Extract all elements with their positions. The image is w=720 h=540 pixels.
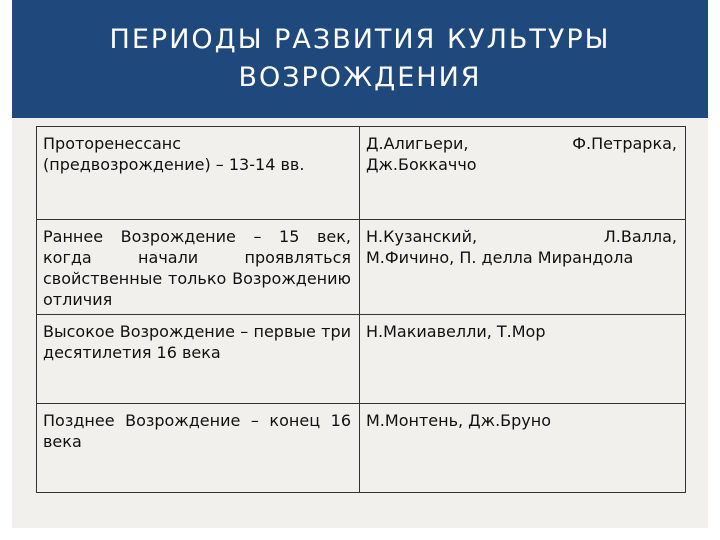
period-cell	[37, 127, 360, 220]
period-text: Проторенессанс	[43, 134, 182, 153]
figure-name: Л.Валла,	[603, 227, 677, 246]
slide-title-banner	[12, 0, 708, 118]
figure-name: М.Фичино, П. делла Мирандола	[366, 248, 634, 267]
table-row	[37, 220, 686, 315]
figure-name: Ф.Петрарка,	[572, 134, 677, 153]
period-text: (предвозрождение) – 13-14 вв.	[43, 155, 305, 174]
table-row	[37, 404, 686, 493]
figure-name: Д.Алигьери,	[366, 134, 469, 153]
period-cell	[37, 404, 360, 493]
slide-title-line-2: ВОЗРОЖДЕНИЯ	[238, 62, 482, 93]
figures-cell	[360, 315, 686, 404]
table-row	[37, 127, 686, 220]
period-text: Раннее Возрождение – 15 век, когда начали проявляться свойственные только Возрождению отличия	[43, 227, 351, 309]
figures-cell	[360, 220, 686, 315]
table-row	[37, 315, 686, 404]
figure-name: Н.Кузанский,	[366, 227, 478, 246]
figures-cell	[360, 404, 686, 493]
period-text: Высокое Возрождение – первые три десятилетия 16 века	[43, 322, 351, 362]
figures-line	[366, 226, 677, 247]
figures-text: Н.Макиавелли, Т.Мор	[366, 322, 546, 341]
figures-line	[366, 133, 677, 154]
period-text: Позднее Возрождение – конец 16 века	[43, 411, 351, 451]
figure-name: Дж.Боккаччо	[366, 155, 477, 174]
figures-cell	[360, 127, 686, 220]
figures-text: М.Монтень, Дж.Бруно	[366, 411, 552, 430]
periods-table	[36, 126, 686, 493]
period-cell	[37, 220, 360, 315]
period-cell	[37, 315, 360, 404]
slide-title-line-1: ПЕРИОДЫ РАЗВИТИЯ КУЛЬТУРЫ	[109, 24, 611, 55]
